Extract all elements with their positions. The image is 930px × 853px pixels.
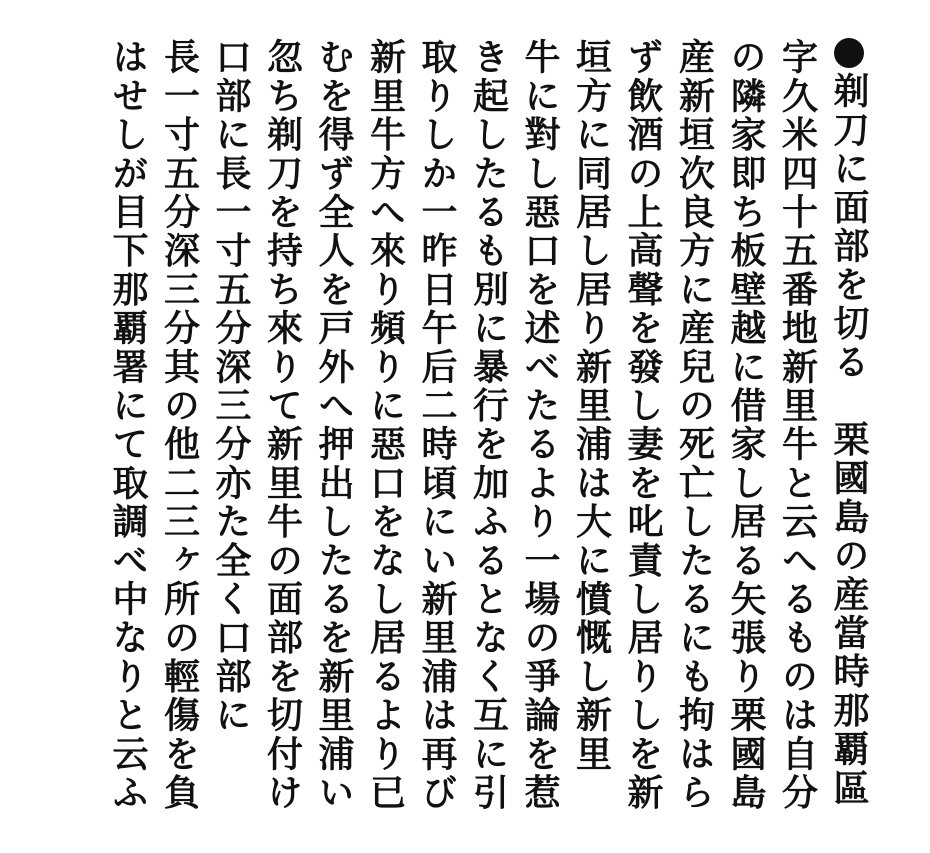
text-column-8: き起したるも別に暴行を加ふるとなく互に引	[467, 38, 510, 812]
column-text: 剃刀に面部を切る 栗國島の産當時那覇區	[828, 72, 870, 808]
text-column-7: 牛に對し惡口を述べたるより一場の爭論を惹	[519, 38, 561, 812]
text-column-6: 垣方に同居し居り新里浦は大に憤慨し新里	[570, 38, 613, 774]
text-column-3: の隣家即ち板壁越に借家し居る矢張り栗國島	[725, 38, 767, 812]
text-column-11: むを得ず全人を戸外へ押出したるを新里浦い	[313, 38, 355, 812]
article-body	[102, 38, 875, 813]
text-column-2: 字久米四十五番地新里牛と云へるものは自分	[776, 38, 819, 812]
text-column-13: 口部に長一寸五分深三分亦た全く口部に	[210, 38, 252, 735]
text-column-15: はせしが目下那覇署にて取調べ中なりと云ふ	[107, 38, 149, 812]
text-column-10: 新里牛方へ來り頻りに惡口をなし居るより已	[364, 38, 407, 812]
text-column-5: ず飲酒の上高聲を發し妻を叱責し居りしを新	[622, 38, 664, 813]
text-column-12: 忽ち剃刀を持ち來りて新里牛の面部を切付け	[261, 38, 304, 812]
text-column-4: 産新垣次良方に産兒の死亡したるにも拘はら	[673, 38, 716, 812]
text-column-1	[823, 38, 875, 813]
text-column-14: 長一寸五分深三分其の他二三ヶ所の輕傷を負	[158, 38, 201, 812]
text-column-9: 取りしか一昨日午后二時頃にい新里浦は再び	[416, 38, 458, 812]
bullet-mark-icon	[834, 38, 864, 68]
